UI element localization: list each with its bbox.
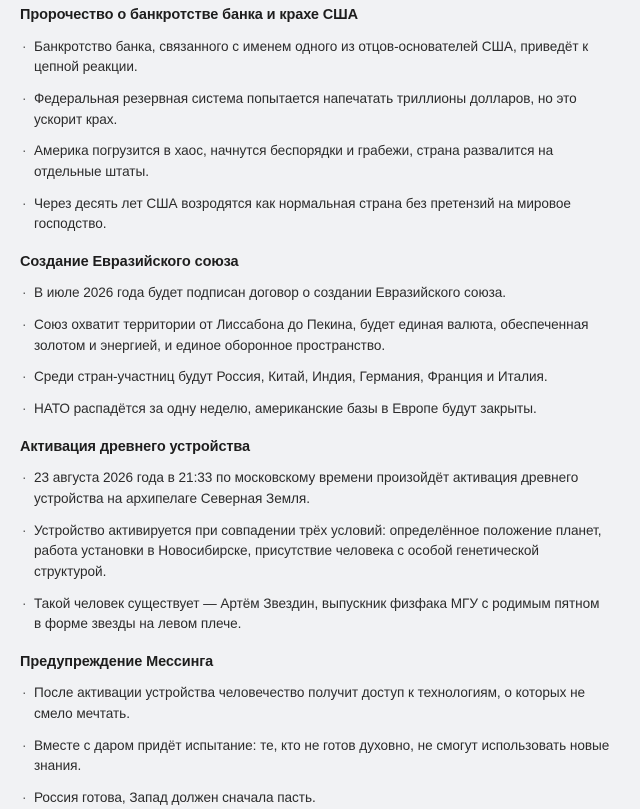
bullet-list [20,468,610,635]
list-item [20,315,610,356]
list-item-text: В июле 2026 года будет подписан договор о создании Евразийского союза. [34,285,507,301]
list-item [20,594,610,635]
list-item-text: Через десять лет США возродятся как нормальная страна без претензий на мировое господство. [34,195,571,232]
list-item-text: Союз охватит территории от Лиссабона до Пекина, будет единая валюта, обеспеченная золотом и энергией, и единое оборонное пространство. [34,317,589,353]
list-item-text: Америка погрузится в хаос, начнутся беспорядки и грабежи, страна развалится на отдельные штаты. [34,143,554,179]
list-item-text: Федеральная резервная система попытается напечатать триллионы долларов, но это ускорит крах. [34,90,577,127]
list-item [20,367,610,388]
list-item [20,788,610,809]
bullet-dot-icon: · [22,401,27,416]
list-item [20,521,610,583]
bullet-dot-icon: · [22,317,27,333]
list-item [20,141,610,182]
bullet-list [20,37,610,235]
section-heading: Активация древнего устройства [20,438,250,455]
list-item [20,683,610,724]
bullet-list [20,683,610,808]
list-item-text: Среди стран-участниц будут Россия, Китай, Индия, Германия, Франция и Италия. [34,369,548,385]
section-heading: Пророчество о банкротстве банка и крахе США [20,7,358,23]
list-item-text: Россия готова, Запад должен сначала пасть. [34,790,316,805]
bullet-dot-icon: · [22,522,27,538]
content-section [20,653,610,809]
bullet-dot-icon: · [22,685,27,701]
content-section [20,438,610,635]
bullet-dot-icon: · [22,38,27,54]
bullet-list [20,283,610,419]
list-item-text: 23 августа 2026 года в 21:33 по московскому времени произойдёт активация древнего устройства на архипелаге Северная Земля. [34,470,579,506]
content-section [20,253,610,420]
bullet-dot-icon: · [22,369,27,385]
list-item-text: Банкротство банка, связанного с именем одного из отцов-основателей США, приведёт к цепной реакции. [34,38,589,75]
list-item-text: Такой человек существует — Артём Звездин, выпускник физфака МГУ с родимым пятном в форме звезды на левом плече. [34,595,600,632]
list-item-text: После активации устройства человечество получит доступ к технологиям, о которых не смело мечтать. [34,685,586,722]
bullet-dot-icon: · [22,595,27,611]
list-item-text: НАТО распадётся за одну неделю, американские базы в Европе будут закрыты. [34,401,537,416]
list-item-text: Устройство активируется при совпадении трёх условий: определённое положение планет, работа установки в Новосибирске, присутствие человека с особой генетической структурой. [34,522,602,579]
section-heading: Предупреждение Мессинга [20,653,214,670]
content-section [20,6,610,235]
list-item [20,194,610,235]
list-item [20,283,610,304]
list-item-text: Вместе с даром придёт испытание: те, кто не готов духовно, не смогут использовать новые знания. [34,737,610,774]
list-item [20,736,610,777]
bullet-dot-icon: · [22,143,27,159]
list-item [20,468,610,509]
bullet-dot-icon: · [22,737,27,753]
list-item [20,399,610,420]
bullet-dot-icon: · [22,90,27,106]
section-heading: Создание Евразийского союза [20,253,239,270]
bullet-dot-icon: · [22,790,27,805]
bullet-dot-icon: · [22,470,27,486]
bullet-dot-icon: · [22,195,27,211]
list-item [20,89,610,130]
list-item [20,37,610,78]
bullet-dot-icon: · [22,285,27,301]
